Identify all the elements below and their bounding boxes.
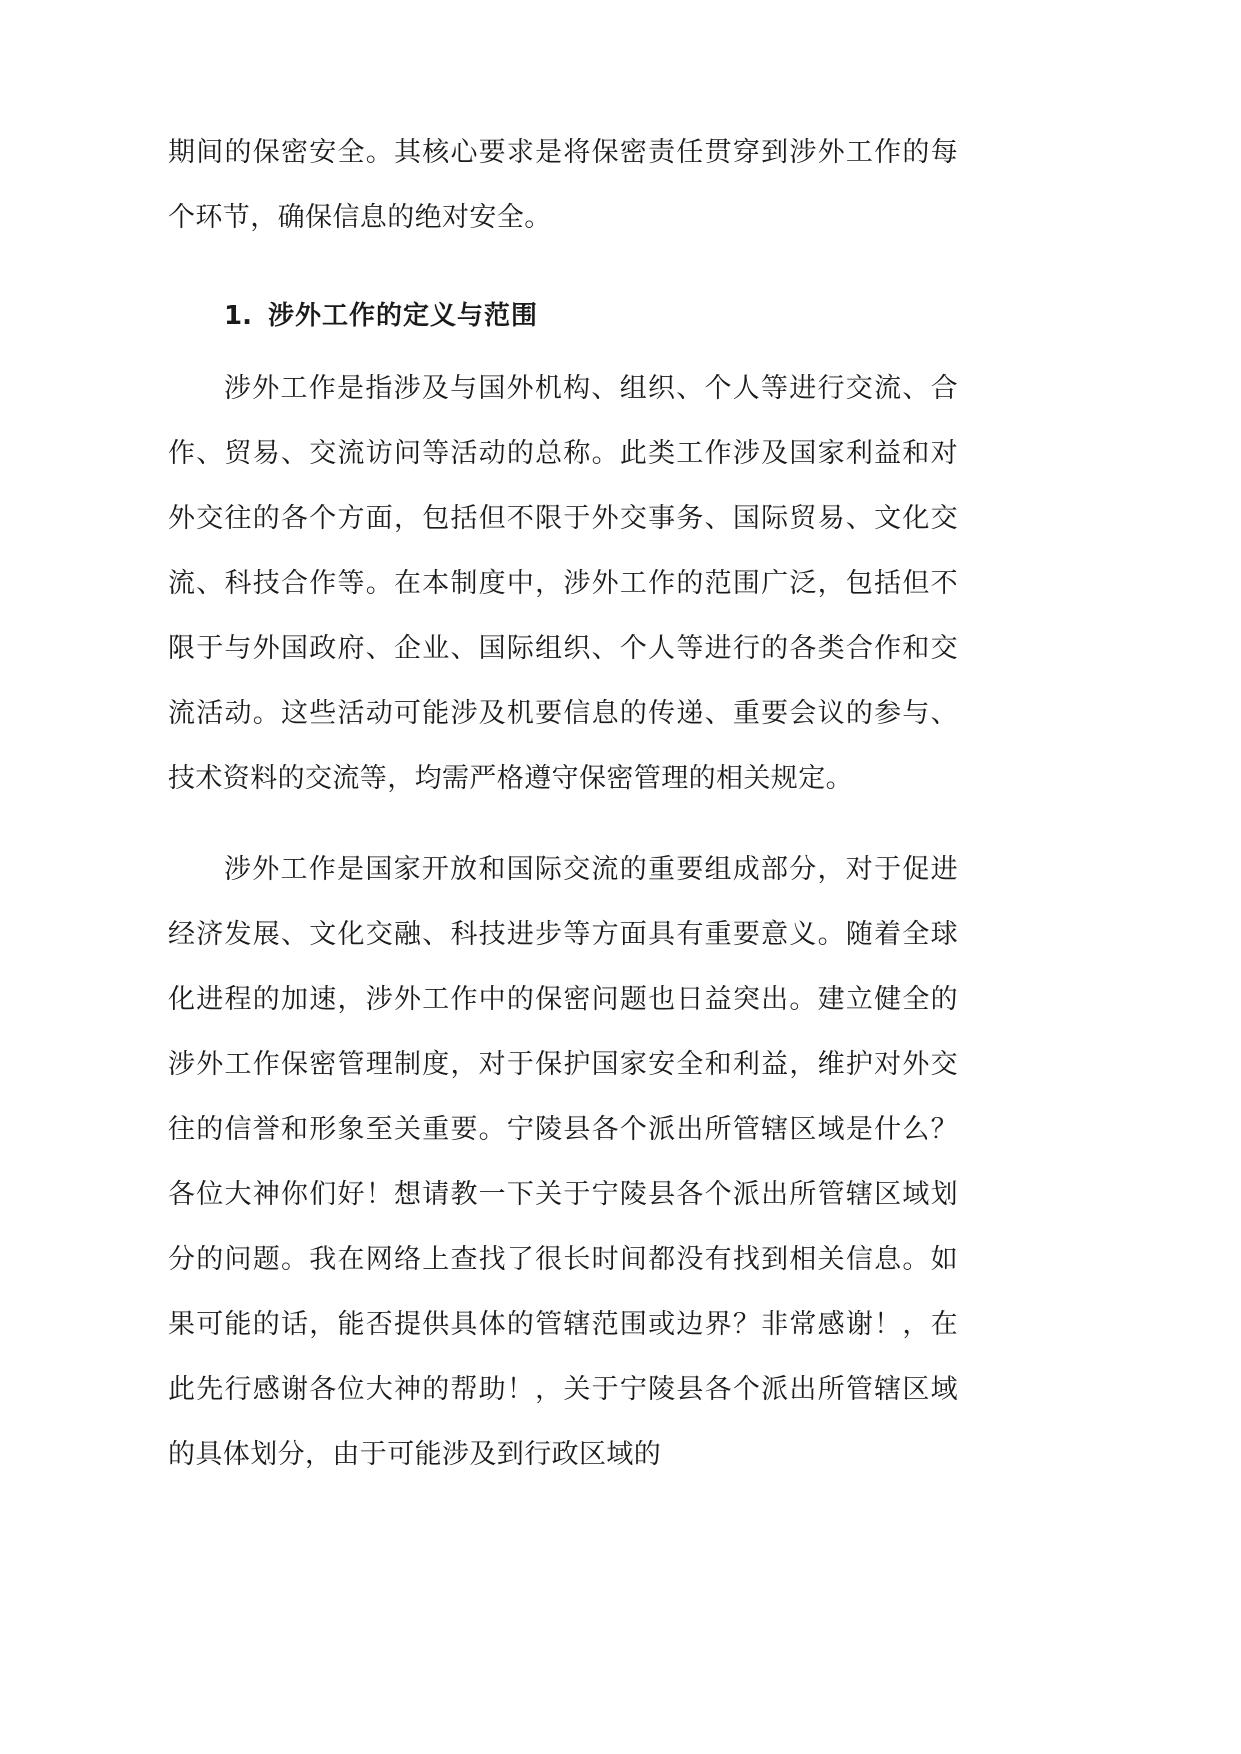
spacer bbox=[168, 811, 958, 837]
paragraph-intro: 期间的保密安全。其核心要求是将保密责任贯穿到涉外工作的每个环节，确保信息的绝对安全。 bbox=[168, 137, 958, 233]
spacer bbox=[168, 250, 958, 264]
paragraph-definition-scope: 涉外工作是指涉及与国外机构、组织、个人等进行交流、合作、贸易、交流访问等活动的总称。此类工作涉及国家利益和对外交往的各个方面，包括但不限于外交事务、国际贸易、文化交流、科技合作等。在本制度中，涉外工作的范围广泛，包括但不限于与外国政府、企业、国际组织、个人等进行的各类合作和交流活动。这些活动可能涉及机要信息的传递、重要会议的参与、技术资料的交流等，均需严格遵守保密管理的相关规定。 bbox=[168, 373, 958, 794]
paragraph-significance: 涉外工作是国家开放和国际交流的重要组成部分，对于促进经济发展、文化交融、科技进步等方面具有重要意义。随着全球化进程的加速，涉外工作中的保密问题也日益突出。建立健全的涉外工作保密管理制度，对于保护国家安全和利益，维护对外交往的信誉和形象至关重要。宁陵县各个派出所管辖区域是什么？各位大神你们好！想请教一下关于宁陵县各个派出所管辖区域划分的问题。我在网络上查找了很长时间都没有找到相关信息。如果可能的话，能否提供具体的管辖范围或边界？非常感谢！，在此先行感谢各位大神的帮助！，关于宁陵县各个派出所管辖区域的具体划分，由于可能涉及到行政区域的 bbox=[168, 854, 958, 1470]
document-body bbox=[168, 120, 958, 1487]
section-heading-number: 1. bbox=[224, 301, 252, 331]
section-heading-1 bbox=[168, 286, 958, 346]
section-heading-label: 涉外工作的定义与范围 bbox=[267, 301, 538, 331]
